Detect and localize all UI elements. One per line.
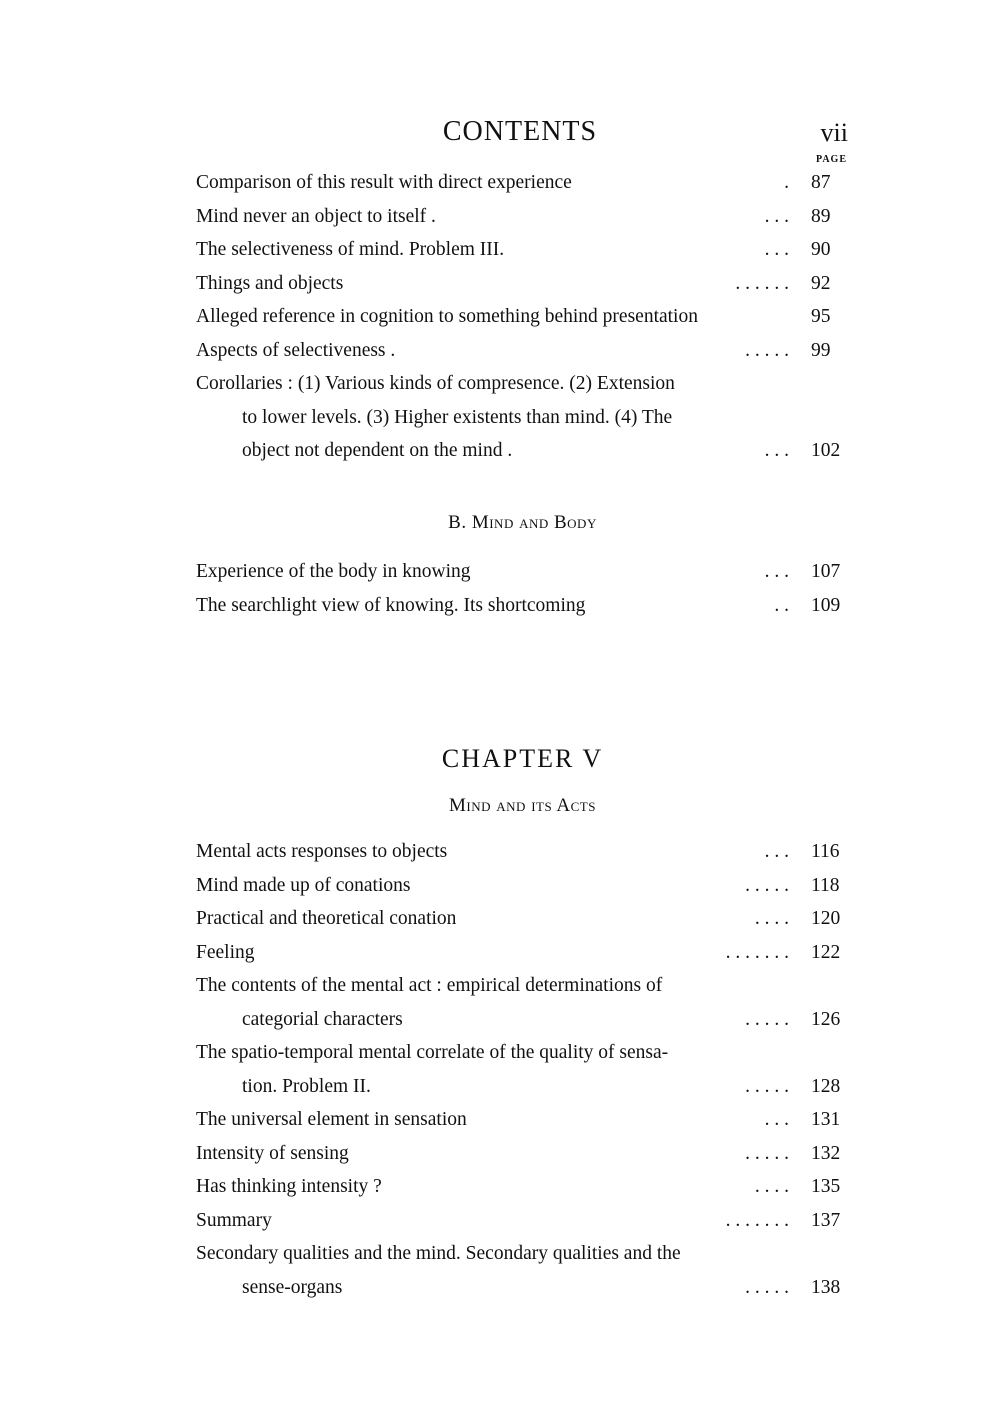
contents-entry: [196, 555, 849, 589]
contents-entry: [196, 233, 849, 267]
contents-entry: [196, 200, 849, 234]
entry-title: object not dependent on the mind .: [242, 440, 513, 461]
leader-dots: . .: [774, 594, 789, 616]
leader-dots: . . .: [764, 561, 789, 582]
leader-dots: .: [784, 172, 789, 193]
leader-dots: . . . . .: [745, 339, 789, 361]
contents-entry: [196, 969, 849, 1003]
entry-page-number: 109: [811, 594, 841, 616]
entry-title: Alleged reference in cognition to something behind presentation: [196, 306, 698, 327]
contents-entry-continuation: [196, 1003, 849, 1037]
entry-title: Mind made up of conations: [196, 874, 411, 896]
page-column-label: PAGE: [815, 154, 847, 165]
leader-dots: . . . . .: [745, 874, 789, 896]
entry-title: Intensity of sensing: [196, 1142, 349, 1164]
leader-dots: . . . .: [754, 1176, 789, 1197]
entry-page-number: 95: [811, 306, 831, 327]
entry-title: Summary: [196, 1209, 272, 1231]
entry-page-number: 92: [811, 272, 831, 294]
entry-title: Comparison of this result with direct experience: [196, 172, 572, 193]
contents-entry: [196, 1237, 849, 1271]
entry-title: Mind never an object to itself .: [196, 205, 436, 227]
chapter-subheading: Mind and its Acts: [449, 795, 596, 816]
entry-page-number: 128: [811, 1075, 841, 1097]
entry-title: Feeling: [196, 941, 255, 963]
contents-entry: [196, 835, 849, 869]
entry-page-number: 137: [811, 1209, 841, 1231]
contents-list-chapter: [196, 835, 849, 1304]
entry-page-number: 89: [811, 205, 831, 227]
contents-entry-continuation: [196, 1070, 849, 1104]
leader-dots: . . . . . . .: [725, 1209, 789, 1231]
contents-entry-continuation: [196, 401, 849, 435]
entry-title: categorial characters: [242, 1008, 403, 1030]
entry-page-number: 102: [811, 440, 841, 461]
contents-entry: [196, 1204, 849, 1238]
contents-entry: [196, 1036, 849, 1070]
contents-entry: [196, 869, 849, 903]
entry-title: Experience of the body in knowing: [196, 561, 471, 582]
entry-title: The spatio-temporal mental correlate of the quality of sensa-: [196, 1042, 669, 1063]
entry-title: Mental acts responses to objects: [196, 841, 448, 862]
folio-number: vii: [820, 118, 848, 147]
entry-title: sense-organs: [242, 1276, 343, 1298]
contents-list-section-b: [196, 555, 849, 622]
page-title: CONTENTS: [442, 116, 598, 147]
leader-dots: . . .: [764, 205, 789, 227]
leader-dots: . . . . . . .: [725, 941, 789, 963]
contents-entry: [196, 367, 849, 401]
entry-title: The contents of the mental act : empirical determinations of: [196, 975, 663, 996]
leader-dots: . . . . . .: [735, 272, 789, 294]
entry-page-number: 118: [811, 874, 840, 896]
contents-list-section-a: [196, 166, 849, 468]
chapter-heading: CHAPTER V: [441, 744, 604, 773]
entry-title: The searchlight view of knowing. Its shortcoming: [196, 594, 586, 616]
contents-entry: [196, 1170, 849, 1204]
contents-entry: [196, 300, 849, 334]
contents-entry: [196, 589, 849, 623]
contents-entry: [196, 1137, 849, 1171]
entry-page-number: 87: [811, 172, 831, 193]
section-heading: B. Mind and Body: [448, 512, 597, 533]
leader-dots: . . . . .: [745, 1008, 789, 1030]
entry-page-number: 122: [811, 941, 841, 963]
entry-title: Secondary qualities and the mind. Secondary qualities and the: [196, 1243, 681, 1264]
contents-entry-continuation: [196, 434, 849, 468]
leader-dots: . . . . .: [745, 1075, 789, 1097]
entry-page-number: 99: [811, 339, 831, 361]
entry-title: Things and objects: [196, 272, 344, 294]
entry-title: Has thinking intensity ?: [196, 1176, 382, 1197]
entry-page-number: 120: [811, 908, 841, 929]
entry-page-number: 116: [811, 841, 840, 862]
leader-dots: . . . .: [754, 908, 789, 929]
entry-page-number: 90: [811, 239, 831, 260]
leader-dots: . . .: [764, 239, 789, 260]
contents-entry-continuation: [196, 1271, 849, 1305]
entry-title: tion. Problem II.: [242, 1075, 371, 1097]
leader-dots: . . . . .: [745, 1142, 789, 1164]
leader-dots: . . . . .: [745, 1276, 789, 1298]
contents-entry: [196, 267, 849, 301]
entry-title: to lower levels. (3) Higher existents than mind. (4) The: [242, 406, 673, 428]
entry-page-number: 126: [811, 1008, 841, 1030]
contents-entry: [196, 1103, 849, 1137]
leader-dots: . . .: [764, 841, 789, 862]
entry-page-number: 131: [811, 1109, 841, 1130]
entry-page-number: 107: [811, 561, 841, 582]
entry-title: The selectiveness of mind. Problem III.: [196, 239, 505, 260]
leader-dots: . . .: [764, 440, 789, 461]
leader-dots: . . .: [764, 1109, 789, 1130]
entry-title: Aspects of selectiveness .: [196, 339, 396, 361]
entry-page-number: 138: [811, 1276, 841, 1298]
entry-title: Practical and theoretical conation: [196, 908, 457, 929]
contents-entry: [196, 334, 849, 368]
entry-page-number: 135: [811, 1176, 841, 1197]
entry-title: The universal element in sensation: [196, 1109, 467, 1130]
contents-entry: [196, 166, 849, 200]
contents-entry: [196, 902, 849, 936]
entry-title: Corollaries : (1) Various kinds of compresence. (2) Extension: [196, 373, 675, 394]
contents-entry: [196, 936, 849, 970]
entry-page-number: 132: [811, 1142, 841, 1164]
